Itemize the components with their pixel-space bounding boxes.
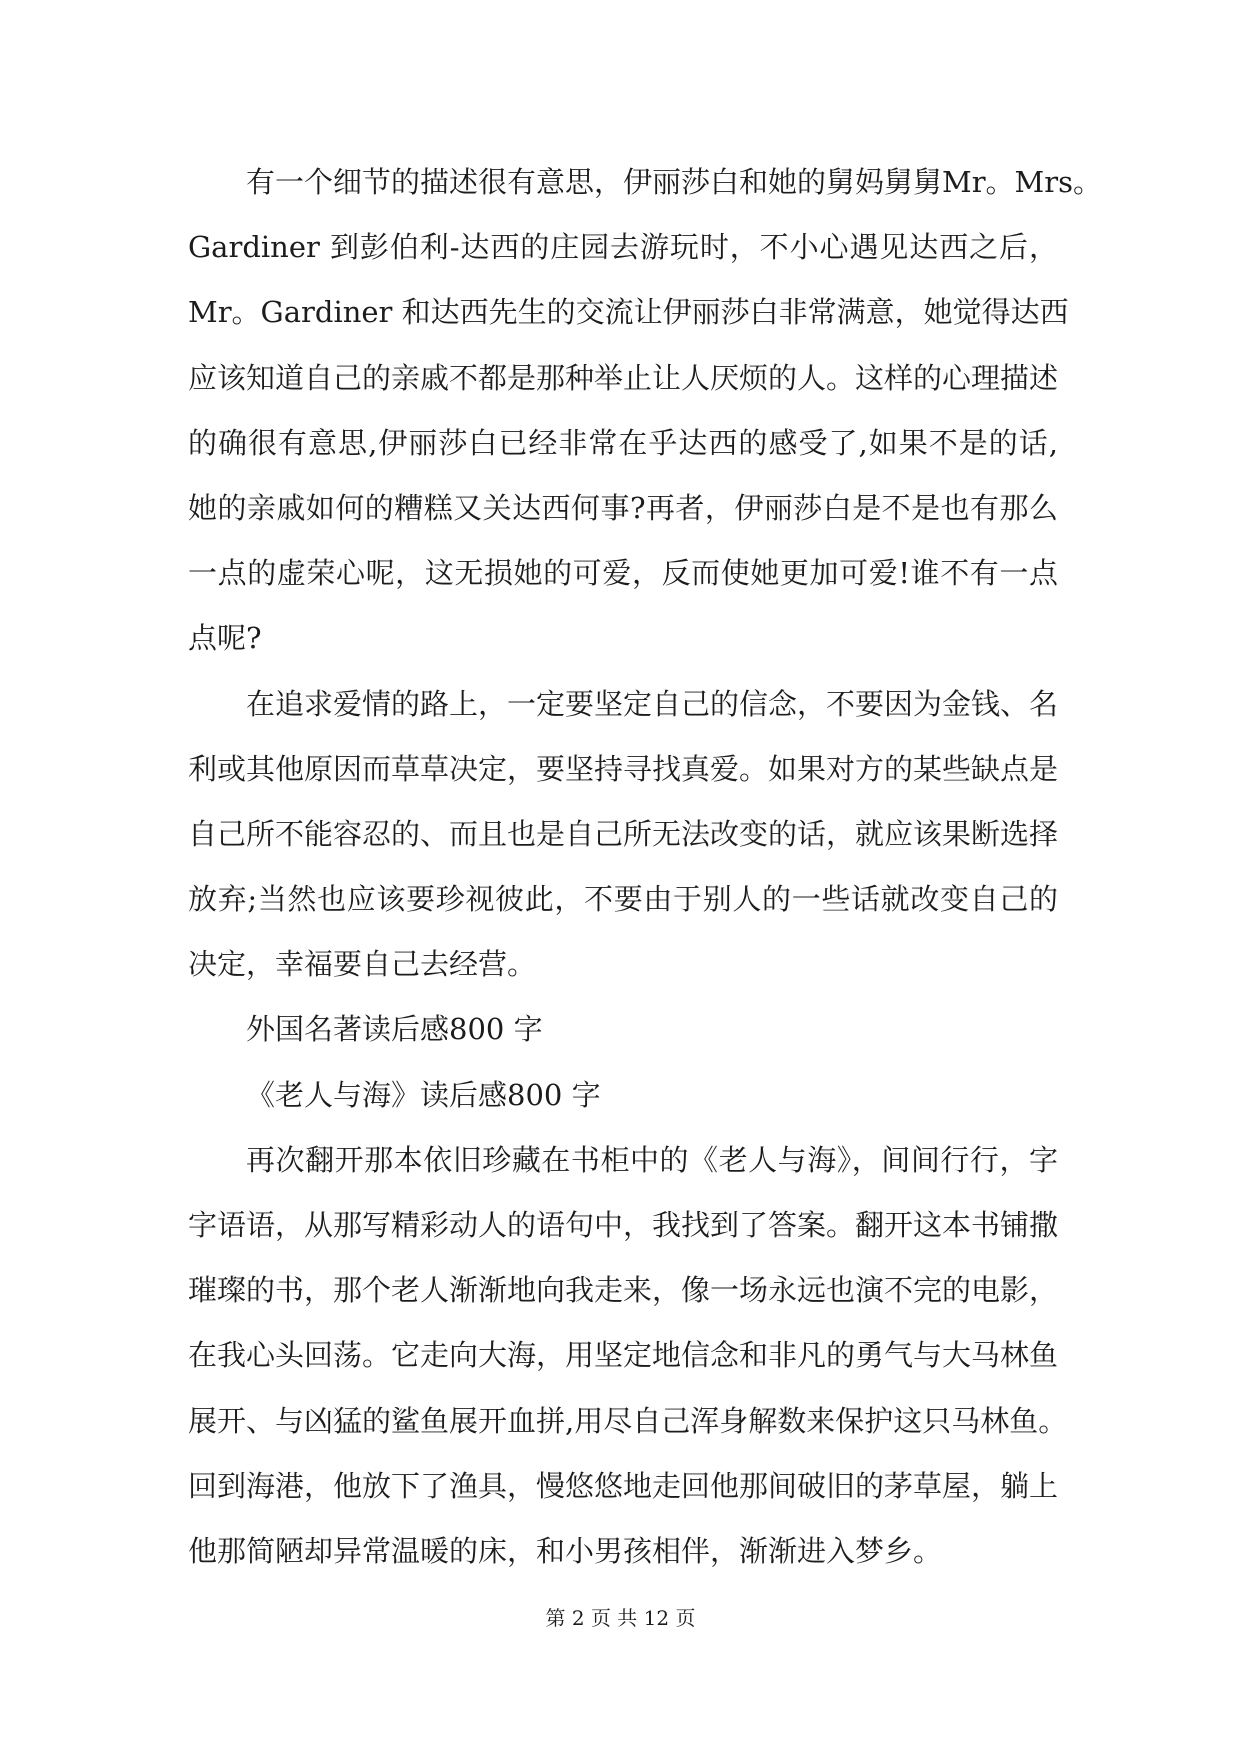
paragraph-line: 决定，幸福要自己去经营。 [188,947,537,982]
paragraph-line: Mr。Gardiner 和达西先生的交流让伊丽莎白非常满意，她觉得达西 [188,295,1069,330]
paragraph-line: 她的亲戚如何的糟糕又关达西何事?再者，伊丽莎白是不是也有那么 [188,490,1058,525]
paragraph-line: 字语语，从那写精彩动人的语句中，我找到了答案。翻开这本书铺撒 [188,1208,1059,1242]
paragraph-2 [188,672,1058,998]
paragraph-line: 点呢? [188,621,262,656]
paragraph-line: 放弃;当然也应该要珍视彼此，不要由于别人的一些话就改变自己的 [188,882,1058,917]
paragraph-line: 在我心头回荡。它走向大海，用坚定地信念和非凡的勇气与大马林鱼 [188,1338,1059,1373]
paragraph-line: 他那简陋却异常温暖的床，和小男孩相伴，渐渐进入梦乡。 [188,1533,943,1568]
paragraph-line: 璀璨的书，那个老人渐渐地向我走来，像一场永远也演不完的电影， [188,1273,1059,1308]
paragraph-line: 有一个细节的描述很有意思，伊丽莎白和她的舅妈舅舅Mr。Mrs。 [246,165,1102,199]
paragraph-line: 应该知道自己的亲戚不都是那种举止让人厌烦的人。这样的心理描述 [188,360,1059,395]
section-heading: 外国名著读后感800 字 [246,1012,543,1047]
paragraph-line: 的确很有意思,伊丽莎白已经非常在乎达西的感受了,如果不是的话, [188,425,1058,460]
paragraph-1 [188,150,1102,672]
paragraph-line: 一点的虚荣心呢，这无损她的可爱，反而使她更加可爱!谁不有一点 [188,556,1058,591]
paragraph-line: Gardiner 到彭伯利-达西的庄园去游玩时，不小心遇见达西之后， [188,230,1058,265]
paragraph-line: 回到海港，他放下了渔具，慢悠悠地走回他那间破旧的茅草屋，躺上 [188,1468,1059,1503]
document-body [188,150,1102,1584]
paragraph-line: 展开、与凶猛的鲨鱼展开血拼,用尽自己浑身解数来保护这只马林鱼。 [188,1403,1068,1438]
paragraph-line: 在追求爱情的路上，一定要坚定自己的信念，不要因为金钱、名 [246,686,1059,721]
section-subheading: 《老人与海》读后感800 字 [246,1077,601,1112]
paragraph-line: 利或其他原因而草草决定，要坚持寻找真爱。如果对方的某些缺点是 [188,751,1059,786]
paragraph-3 [188,1128,1068,1584]
paragraph-line: 自己所不能容忍的、而且也是自己所无法改变的话，就应该果断选择 [188,816,1059,851]
page-footer: 第 2 页 共 12 页 [545,1606,696,1630]
paragraph-line: 再次翻开那本依旧珍藏在书柜中的《老人与海》，间间行行，字 [246,1142,1058,1177]
